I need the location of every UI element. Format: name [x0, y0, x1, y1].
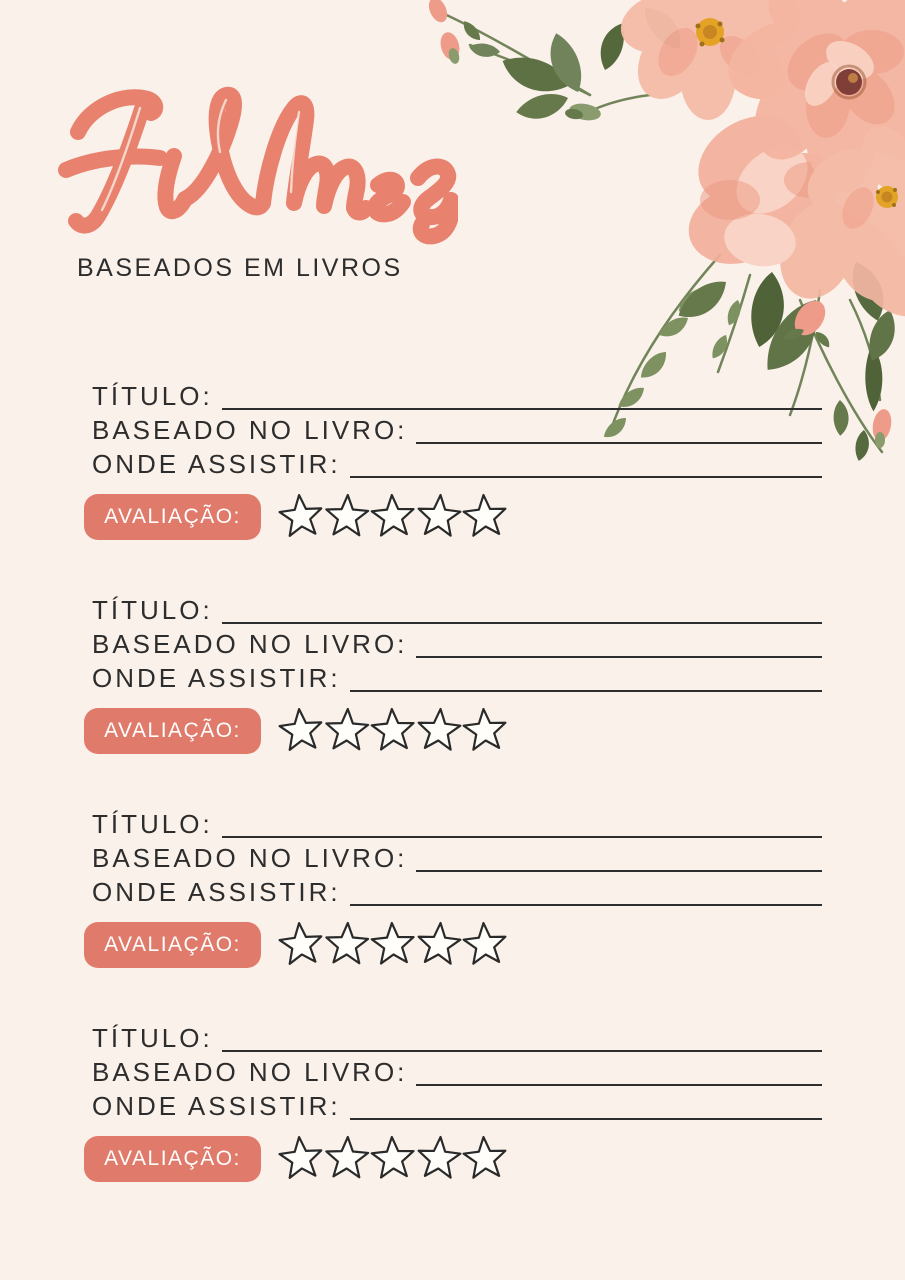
star-icon[interactable] — [414, 918, 463, 971]
titulo-field-row — [92, 1018, 822, 1052]
page-title-script — [56, 86, 458, 250]
titulo-label: TÍTULO: — [92, 381, 213, 411]
onde-label: ONDE ASSISTIR: — [92, 663, 341, 693]
star-rating — [278, 1134, 508, 1184]
onde-input-line[interactable] — [350, 662, 822, 692]
star-icon[interactable] — [276, 918, 326, 972]
onde-input-line[interactable] — [350, 1090, 822, 1120]
avaliacao-label: AVALIAÇÃO: — [104, 1147, 241, 1170]
star-icon[interactable] — [323, 1133, 371, 1185]
star-icon[interactable] — [414, 1132, 463, 1185]
baseado-label: BASEADO NO LIVRO: — [92, 1057, 408, 1087]
onde-field-row — [92, 658, 822, 692]
movie-entry — [92, 376, 822, 541]
baseado-label: BASEADO NO LIVRO: — [92, 629, 408, 659]
avaliacao-badge — [84, 494, 261, 540]
star-icon[interactable] — [276, 490, 326, 544]
avaliacao-label: AVALIAÇÃO: — [104, 933, 241, 956]
star-icon[interactable] — [323, 705, 371, 757]
star-icon[interactable] — [414, 704, 463, 757]
movie-entry — [92, 590, 822, 755]
star-icon[interactable] — [323, 919, 371, 971]
movie-entry — [92, 1018, 822, 1183]
avaliacao-badge — [84, 1136, 261, 1182]
onde-field-row — [92, 1086, 822, 1120]
rating-row — [92, 921, 822, 969]
titulo-label: TÍTULO: — [92, 1023, 213, 1053]
titulo-field-row — [92, 804, 822, 838]
star-icon[interactable] — [276, 1132, 326, 1186]
onde-input-line[interactable] — [350, 448, 822, 478]
star-icon[interactable] — [369, 705, 418, 757]
avaliacao-label: AVALIAÇÃO: — [104, 505, 241, 528]
star-rating — [278, 492, 508, 542]
baseado-field-row — [92, 838, 822, 872]
baseado-input-line[interactable] — [416, 414, 822, 444]
star-icon[interactable] — [460, 704, 509, 757]
star-icon[interactable] — [369, 491, 418, 543]
baseado-label: BASEADO NO LIVRO: — [92, 843, 408, 873]
star-icon[interactable] — [369, 919, 418, 971]
page-title-text — [0, 0, 1, 1]
avaliacao-label: AVALIAÇÃO: — [104, 719, 241, 742]
star-rating — [278, 920, 508, 970]
titulo-field-row — [92, 376, 822, 410]
page-subtitle: BASEADOS EM LIVROS — [77, 254, 403, 282]
onde-label: ONDE ASSISTIR: — [92, 1091, 341, 1121]
rating-row — [92, 707, 822, 755]
onde-label: ONDE ASSISTIR: — [92, 877, 341, 907]
star-rating — [278, 706, 508, 756]
baseado-field-row — [92, 1052, 822, 1086]
star-icon[interactable] — [276, 704, 326, 758]
onde-input-line[interactable] — [350, 876, 822, 906]
avaliacao-badge — [84, 708, 261, 754]
star-icon[interactable] — [414, 490, 463, 543]
rating-row — [92, 1135, 822, 1183]
baseado-label: BASEADO NO LIVRO: — [92, 415, 408, 445]
baseado-input-line[interactable] — [416, 1056, 822, 1086]
star-icon[interactable] — [460, 1132, 509, 1185]
titulo-input-line[interactable] — [222, 594, 822, 624]
movie-entry — [92, 804, 822, 969]
avaliacao-badge — [84, 922, 261, 968]
star-icon[interactable] — [460, 490, 509, 543]
titulo-input-line[interactable] — [222, 380, 822, 410]
baseado-input-line[interactable] — [416, 628, 822, 658]
star-icon[interactable] — [323, 491, 371, 543]
rating-row — [92, 493, 822, 541]
baseado-input-line[interactable] — [416, 842, 822, 872]
onde-label: ONDE ASSISTIR: — [92, 449, 341, 479]
titulo-field-row — [92, 590, 822, 624]
titulo-label: TÍTULO: — [92, 595, 213, 625]
star-icon[interactable] — [369, 1133, 418, 1185]
onde-field-row — [92, 444, 822, 478]
baseado-field-row — [92, 410, 822, 444]
titulo-input-line[interactable] — [222, 808, 822, 838]
titulo-input-line[interactable] — [222, 1022, 822, 1052]
baseado-field-row — [92, 624, 822, 658]
titulo-label: TÍTULO: — [92, 809, 213, 839]
onde-field-row — [92, 872, 822, 906]
star-icon[interactable] — [460, 918, 509, 971]
